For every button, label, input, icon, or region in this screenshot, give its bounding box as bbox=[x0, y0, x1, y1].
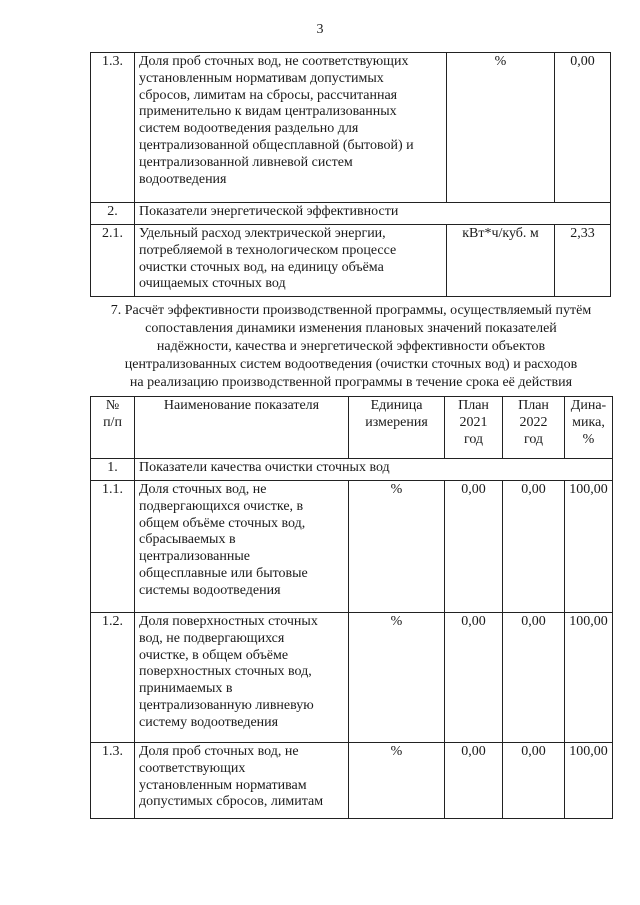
page-number: 3 bbox=[316, 22, 324, 37]
row-number: 1. bbox=[91, 459, 135, 481]
row-number: 1.3. bbox=[91, 743, 135, 819]
indicator-name: Доля проб сточных вод, не соответствующих установленным нормативам допустимых сбросов, лимитам на сбросы, рассчитанная применительно к видам централизованных систем водоотведения раздельно для централизованной общесплавной (бытовой) и централизованной ливневой систем водоотведения bbox=[135, 53, 447, 203]
unit-cell: % bbox=[349, 613, 445, 743]
indicator-name: Доля поверхностных сточных вод, не подвергающихся очистке, в общем объёме поверхностных сточных вод, принимаемых в централизованную ливневую систему водоотведения bbox=[135, 613, 349, 743]
header-plan-2021: План 2021 год bbox=[445, 397, 503, 459]
table-row bbox=[91, 743, 613, 819]
table-row bbox=[91, 53, 611, 203]
header-number: № п/п bbox=[91, 397, 135, 459]
dynamics-cell: 100,00 bbox=[565, 481, 613, 613]
header-unit: Единица измерения bbox=[349, 397, 445, 459]
header-plan-2022: План 2022 год bbox=[503, 397, 565, 459]
indicator-name: Доля сточных вод, не подвергающихся очистке, в общем объёме сточных вод, сбрасываемых в централизованные общесплавные или бытовые системы водоотведения bbox=[135, 481, 349, 613]
row-number: 2. bbox=[91, 203, 135, 225]
table-row bbox=[91, 459, 613, 481]
table-row bbox=[91, 203, 611, 225]
dynamics-cell: 100,00 bbox=[565, 613, 613, 743]
header-indicator-name: Наименование показателя bbox=[135, 397, 349, 459]
row-number: 1.2. bbox=[91, 613, 135, 743]
indicators-table-continued bbox=[90, 52, 611, 297]
group-heading: Показатели энергетической эффективности bbox=[135, 203, 611, 225]
row-number: 1.1. bbox=[91, 481, 135, 613]
unit-cell: % bbox=[447, 53, 555, 203]
plan-2022-cell: 0,00 bbox=[503, 743, 565, 819]
row-number: 1.3. bbox=[91, 53, 135, 203]
group-heading: Показатели качества очистки сточных вод bbox=[135, 459, 613, 481]
table-header-row bbox=[91, 397, 613, 459]
plan-2021-cell: 0,00 bbox=[445, 743, 503, 819]
plan-2022-cell: 0,00 bbox=[503, 481, 565, 613]
dynamics-cell: 100,00 bbox=[565, 743, 613, 819]
value-cell: 0,00 bbox=[555, 53, 611, 203]
plan-2021-cell: 0,00 bbox=[445, 613, 503, 743]
table-row bbox=[91, 225, 611, 297]
indicator-name: Доля проб сточных вод, не соответствующих установленным нормативам допустимых сбросов, лимитам bbox=[135, 743, 349, 819]
unit-cell: % bbox=[349, 743, 445, 819]
unit-cell: % bbox=[349, 481, 445, 613]
table-row bbox=[91, 613, 613, 743]
row-number: 2.1. bbox=[91, 225, 135, 297]
unit-cell: кВт*ч/куб. м bbox=[447, 225, 555, 297]
plan-2021-cell: 0,00 bbox=[445, 481, 503, 613]
section-7-title: 7. Расчёт эффективности производственной программы, осуществляемый путём сопоставления динамики изменения плановых значений показателей надёжности, качества и энергетической эффективности объектов централизованных систем водоотведения (очистки сточных вод) и расходов на реализацию производственной программы в течение срока её действия bbox=[110, 303, 592, 390]
value-cell: 2,33 bbox=[555, 225, 611, 297]
table-row bbox=[91, 481, 613, 613]
header-dynamics: Дина- мика, % bbox=[565, 397, 613, 459]
indicator-name: Удельный расход электрической энергии, потребляемой в технологическом процессе очистки сточных вод, на единицу объёма очищаемых сточных вод bbox=[135, 225, 447, 297]
efficiency-table bbox=[90, 396, 613, 819]
plan-2022-cell: 0,00 bbox=[503, 613, 565, 743]
